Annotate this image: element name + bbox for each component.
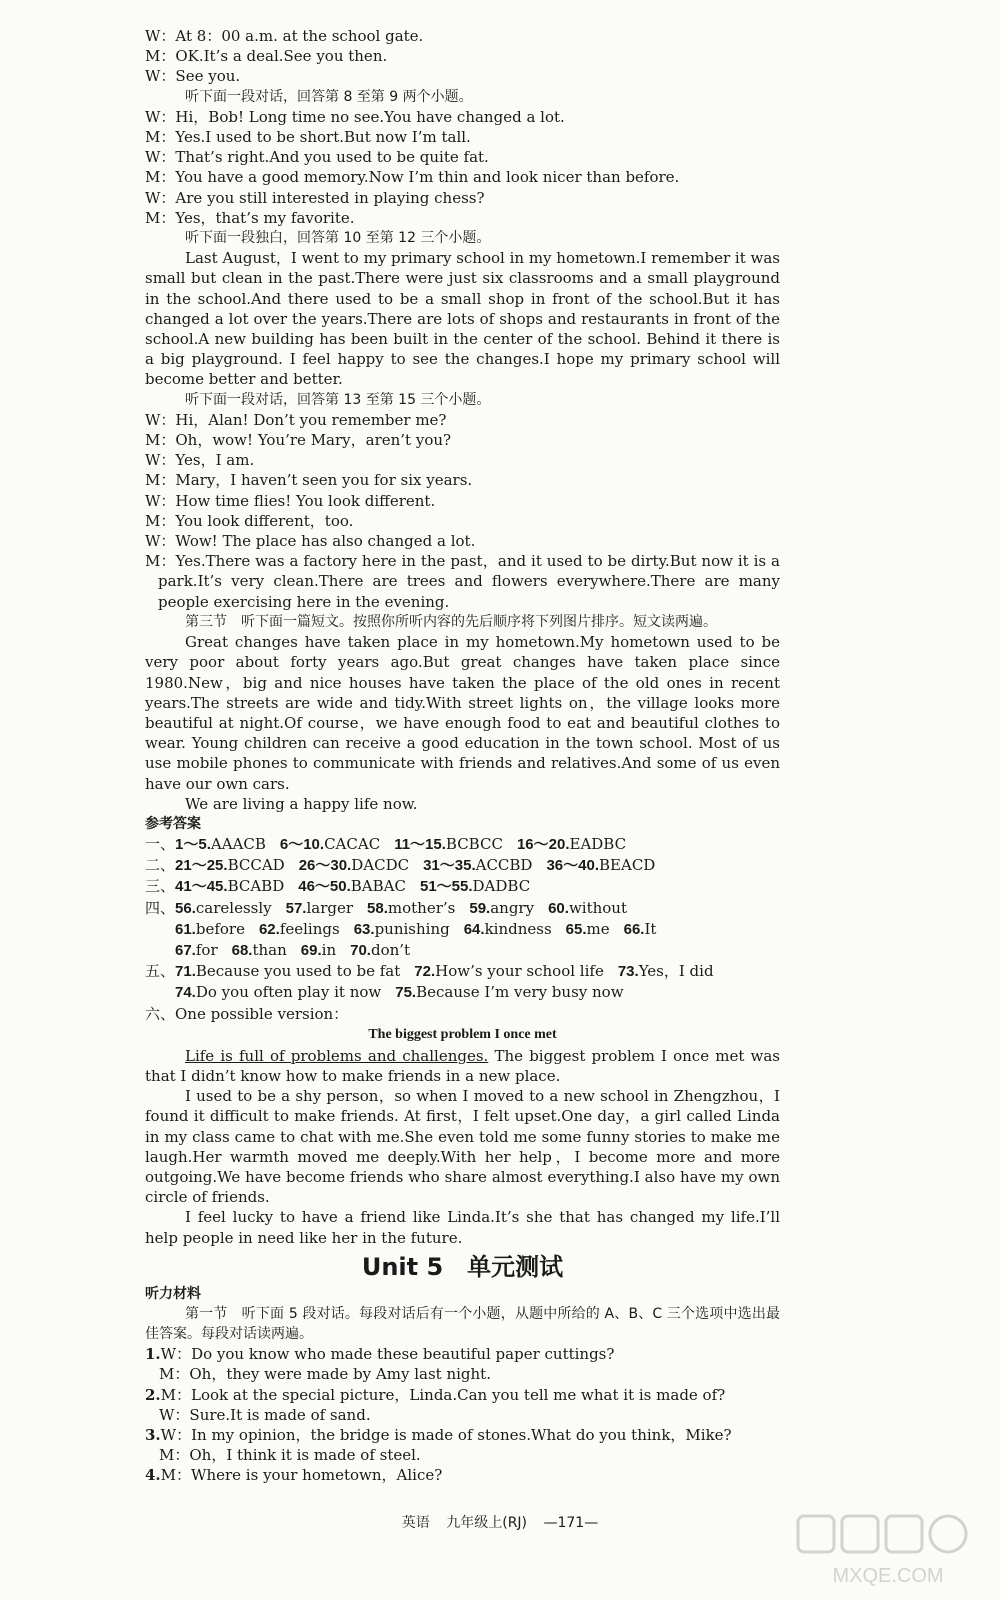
passage-end: We are living a happy life now.	[185, 794, 418, 813]
answer-number: 66.	[623, 920, 645, 938]
answer-number: 74.	[175, 984, 196, 1002]
dialogue-line: W：At 8：00 a.m. at the school gate.	[145, 27, 424, 45]
monologue-paragraph: Last August，I went to my primary school in my hometown.I remember it was small but clean in the past.There were just six classrooms and a small playground in the school.And there used to be a small shop in front of the school.But it has changed a lot over the years.There are lots of shops and restaurants in front of the school.A new building has been built in the center of the school. Behind it there is a big playground. I feel happy to see the changes.I hope my primary school will become better and better.	[145, 249, 780, 389]
answer-item	[175, 961, 400, 982]
answer-text: before	[195, 919, 245, 938]
dialogue-text: M：Where is your hometown，Alice?	[160, 1466, 443, 1485]
answer-section-5	[145, 961, 780, 1003]
answer-row	[145, 961, 780, 982]
instruction-10-12: 听下面一段独白，回答第 10 至第 12 三个小题。	[185, 230, 491, 247]
answer-item	[618, 961, 714, 982]
section3-instruction: 第三节 听下面一篇短文。按照你所听内容的先后顺序将下列图片排序。短文读两遍。	[185, 613, 717, 630]
answer-text: for	[195, 940, 218, 959]
answer-group	[175, 834, 266, 855]
answer-letters: CACAC	[324, 834, 381, 853]
answer-section-label: 二、	[145, 856, 176, 875]
answer-number: 57.	[285, 899, 307, 917]
question-dialogue-line	[145, 1385, 780, 1405]
answer-item	[624, 919, 657, 940]
dialogue-line: M：Oh，wow! You’re Mary，aren’t you?	[145, 431, 452, 450]
footer-page-number: —171—	[543, 1515, 599, 1531]
question-number: 4.	[145, 1466, 161, 1485]
dialogue-line: M：You have a good memory.Now I’m thin and look nicer than before.	[145, 168, 680, 187]
answer-item	[175, 898, 272, 919]
answer-range: 11～15.	[394, 835, 446, 853]
answer-item	[350, 940, 410, 961]
essay-paragraph-3: I feel lucky to have a friend like Linda.It’s she that has changed my life.I’ll help people in need like her in the future.	[145, 1208, 780, 1247]
footer-grade: 九年级上(RJ)	[446, 1515, 528, 1531]
answer-range: 6～10.	[279, 835, 325, 853]
answer-group	[175, 855, 285, 876]
answer-number: 62.	[258, 920, 280, 938]
dialogue-line: M：Yes.There was a factory here in the past，and it used to be dirty.But now it is a park.It’s very clean.There are trees and flowers everywhere.There are many people exercising here in the evening.	[145, 552, 780, 611]
section6-heading: 六、One possible version：	[145, 1004, 349, 1023]
answer-item	[175, 919, 245, 940]
answer-range: 41～45.	[175, 878, 228, 896]
answer-item	[232, 940, 287, 961]
answer-range: 26～30.	[298, 857, 352, 875]
answer-item	[286, 898, 353, 919]
dialogue-line: W：That’s right.And you used to be quite fat.	[145, 148, 489, 167]
answer-range: 16～20.	[516, 835, 570, 853]
answer-letters: DADBC	[472, 877, 531, 896]
svg-text:MXQE.COM: MXQE.COM	[832, 1565, 944, 1587]
essay-paragraph-1	[145, 1046, 780, 1086]
essay-p1-rest: The biggest problem I once met was that I didn’t know how to make friends in a new place.	[145, 1046, 781, 1085]
dialogue-line: M：You look different，too.	[145, 511, 354, 530]
answer-group	[517, 834, 626, 855]
answer-number: 58.	[367, 899, 388, 917]
question-dialogue-line: W：Sure.It is made of sand.	[159, 1405, 371, 1424]
dialogue-block-c	[145, 410, 780, 551]
answer-letters: BCCAD	[227, 856, 285, 875]
answer-item	[175, 940, 218, 961]
answer-section-label: 三、	[145, 877, 176, 896]
dialogue-line: W：See you.	[145, 67, 241, 86]
instruction-8-9: 听下面一段对话，回答第 8 至第 9 两个小题。	[185, 88, 473, 105]
answer-row	[145, 919, 780, 940]
essay-title: The biggest problem I once met	[368, 1026, 557, 1042]
answer-section-label: 四、	[145, 898, 176, 917]
answer-row	[145, 834, 780, 855]
answer-text: How’s your school life	[435, 962, 604, 981]
answer-section-label: 五、	[145, 962, 176, 981]
answer-number: 72.	[414, 963, 436, 981]
answer-letters: EADBC	[569, 834, 627, 853]
answer-item	[464, 919, 552, 940]
answer-group	[423, 855, 532, 876]
answer-item	[566, 919, 610, 940]
content-column	[145, 26, 780, 1486]
answer-number: 67.	[175, 941, 196, 959]
answer-group	[175, 876, 284, 897]
answer-item	[395, 982, 623, 1003]
question-dialogue-line	[145, 1425, 780, 1445]
unit-title: Unit 5 单元测试	[361, 1252, 564, 1281]
answer-number: 65.	[565, 920, 587, 938]
question-dialogue-line: M：Oh，they were made by Amy last night.	[159, 1365, 491, 1384]
dialogue-text: W：In my opinion，the bridge is made of stones.What do you think，Mike?	[160, 1426, 732, 1444]
answer-text: punishing	[374, 919, 450, 938]
answer-letters: BEACD	[599, 856, 656, 875]
answer-number: 56.	[175, 899, 196, 917]
dialogue-line: M：Yes.I used to be short.But now I’m tall.	[145, 128, 471, 147]
dialogue-line: W：How time flies! You look different.	[145, 491, 436, 510]
answer-text: kindness	[484, 919, 552, 938]
answer-number: 71.	[175, 963, 196, 981]
dialogue-text: W：Do you know who made these beautiful paper cuttings?	[160, 1345, 615, 1364]
dialogue-line: W：Hi，Bob! Long time no see.You have changed a lot.	[145, 107, 565, 126]
answer-range: 21～25.	[175, 857, 228, 875]
answer-letters: AAACB	[210, 834, 266, 853]
answer-item	[469, 898, 534, 919]
answer-letters: BCABD	[227, 877, 285, 896]
passage-paragraph: Great changes have taken place in my hometown.My hometown used to be very poor about forty years ago.But great changes have taken place since 1980.New，big and nice houses have taken the place of the old ones in recent years.The streets are wide and tidy.With street lights on，the village looks more beautiful at night.Of course，we have enough food to eat and beautiful clothes to wear. Young children can receive a good education in the town school. Most of us use mobile phones to communicate with friends and relatives.And some of us even have our own cars.	[145, 633, 780, 793]
answer-row	[145, 898, 780, 919]
dialogue-text: M：Look at the special picture，Linda.Can you tell me what it is made of?	[160, 1385, 726, 1404]
answer-range: 46～50.	[298, 878, 351, 896]
answer-letters: DACDC	[351, 856, 410, 875]
answer-item	[354, 919, 450, 940]
answer-text: Yes，I did	[638, 962, 714, 981]
answer-text: It	[644, 919, 657, 938]
answer-range: 51～55.	[419, 878, 473, 896]
section1-instruction: 第一节 听下面 5 段对话。每段对话后有一个小题，从题中所给的 A、B、C 三个选项中选出最佳答案。每段对话读两遍。	[145, 1305, 780, 1342]
answer-number: 60.	[548, 899, 569, 917]
answer-number: 70.	[350, 941, 371, 959]
question-number: 3.	[145, 1426, 161, 1444]
answer-number: 61.	[175, 920, 196, 938]
answer-text: in	[321, 940, 337, 959]
answer-row	[145, 855, 780, 876]
dialogue-line: M：Yes，that’s my favorite.	[145, 208, 355, 227]
dialogue-block-a	[145, 26, 780, 87]
answer-range: 1～5.	[175, 835, 211, 853]
answer-group	[394, 834, 503, 855]
answer-item	[175, 982, 381, 1003]
answer-number: 64.	[463, 920, 485, 938]
question-number: 2.	[145, 1385, 161, 1404]
question-dialogue-line	[145, 1465, 780, 1485]
answer-number: 73.	[617, 963, 639, 981]
essay-underlined-sentence: Life is full of problems and challenges.	[185, 1046, 489, 1065]
listening-heading: 听力材料	[145, 1285, 201, 1302]
answer-letters: ACCBD	[475, 856, 533, 875]
answer-group	[420, 876, 530, 897]
answer-range: 31～35.	[423, 857, 476, 875]
answer-text: without	[568, 898, 627, 917]
answer-number: 68.	[231, 941, 253, 959]
watermark-logo	[788, 1512, 988, 1592]
answer-text: Because I’m very busy now	[416, 983, 624, 1002]
answer-item	[548, 898, 627, 919]
answer-group	[299, 855, 409, 876]
answer-number: 59.	[469, 899, 491, 917]
answer-item	[414, 961, 604, 982]
question-dialogue-line	[145, 1344, 780, 1364]
answer-text: don’t	[370, 940, 411, 959]
answer-row	[145, 876, 780, 897]
question-number: 1.	[145, 1345, 161, 1364]
essay-paragraph-2: I used to be a shy person，so when I moved to a new school in Zhengzhou，I found it difficult to make friends. At first，I felt upset.One day，a girl called Linda in my class came to chat with me.She even told me some funny stories to make me laugh.Her warmth moved me deeply.With her help，I become more and more outgoing.We have become friends who share almost everything.I also have my own circle of friends.	[145, 1087, 780, 1207]
answer-text: larger	[306, 898, 354, 917]
dialogue-line: W：Hi，Alan! Don’t you remember me?	[145, 410, 447, 429]
answer-text: Do you often play it now	[195, 983, 382, 1002]
dialogue-line: W：Are you still interested in playing chess?	[145, 188, 485, 207]
answer-group	[280, 834, 380, 855]
answer-section-label: 一、	[145, 834, 176, 853]
answer-item	[367, 898, 455, 919]
answer-number: 63.	[353, 920, 375, 938]
instruction-13-15: 听下面一段对话，回答第 13 至第 15 三个小题。	[185, 391, 491, 408]
answer-range: 36～40.	[546, 857, 600, 875]
answer-text: than	[252, 940, 287, 959]
dialogue-line: W：Yes，I am.	[145, 451, 255, 470]
answers-heading: 参考答案	[145, 815, 201, 832]
question-dialogue-line: M：Oh，I think it is made of steel.	[159, 1446, 421, 1465]
answer-text: Because you used to be fat	[195, 962, 401, 981]
answer-item	[301, 940, 336, 961]
dialogue-line: W：Wow! The place has also changed a lot.	[145, 532, 476, 551]
answer-text: carelessly	[195, 898, 272, 917]
answer-group	[546, 855, 655, 876]
answer-number: 69.	[300, 941, 322, 959]
answer-text: angry	[490, 898, 535, 917]
answer-text: me	[586, 919, 610, 938]
answer-key	[145, 834, 780, 898]
answer-letters: BCBCC	[445, 834, 503, 853]
answer-group	[298, 876, 406, 897]
answer-row	[145, 982, 780, 1003]
dialogue-block-b	[145, 107, 780, 228]
answer-letters: BABAC	[350, 877, 406, 896]
dialogue-line: M：OK.It’s a deal.See you then.	[145, 47, 388, 66]
answer-text: feelings	[279, 919, 340, 938]
answer-text: mother’s	[387, 898, 456, 917]
answer-number: 75.	[395, 984, 417, 1002]
answer-item	[259, 919, 340, 940]
answer-row	[145, 940, 780, 961]
answer-section-4	[145, 898, 780, 962]
unit5-dialogues	[145, 1344, 780, 1485]
dialogue-line: M：Mary，I haven’t seen you for six years.	[145, 471, 473, 490]
footer-subject: 英语	[401, 1515, 430, 1531]
